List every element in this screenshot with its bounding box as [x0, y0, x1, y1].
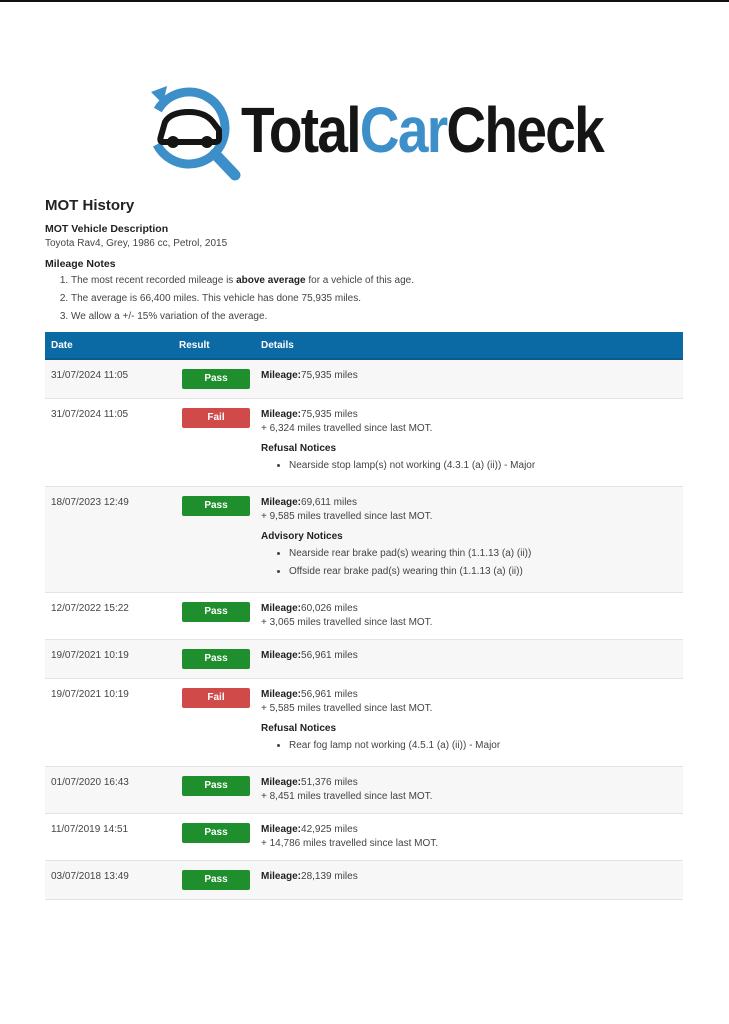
mileage-value: 75,935 miles: [301, 370, 358, 381]
table-row: [45, 487, 683, 593]
row-details: [255, 861, 683, 900]
mileage-value: 56,961 miles: [301, 650, 358, 661]
mot-history-table: [45, 332, 683, 900]
row-result-cell: [173, 861, 255, 900]
mileage-line: [261, 823, 683, 837]
mileage-line: [261, 496, 683, 510]
result-badge: Pass: [182, 870, 250, 890]
result-badge: Fail: [182, 408, 250, 428]
row-date: 12/07/2022 15:22: [51, 603, 129, 614]
notice-list: [261, 547, 683, 579]
table-row: [45, 640, 683, 679]
mileage-value: 51,376 miles: [301, 777, 358, 788]
notice-item: • Nearside stop lamp(s) not working (4.3.1 (a) (ii)) - Major: [289, 459, 683, 473]
result-badge: Pass: [182, 649, 250, 669]
row-result-cell: [173, 767, 255, 814]
travel-line: + 8,451 miles travelled since last MOT.: [261, 791, 433, 802]
row-details: [255, 640, 683, 679]
row-date: 31/07/2024 11:05: [51, 370, 129, 381]
travel-line: + 5,585 miles travelled since last MOT.: [261, 703, 433, 714]
mileage-line: [261, 870, 683, 884]
content: [45, 196, 683, 900]
table-row: [45, 861, 683, 900]
mileage-value: 69,611 miles: [301, 497, 357, 508]
logo-text-check: Check: [446, 94, 604, 166]
row-date: 03/07/2018 13:49: [51, 871, 129, 882]
table-body: [45, 359, 683, 900]
car-check-logo-icon: [145, 82, 245, 182]
table-row: [45, 814, 683, 861]
row-date: 01/07/2020 16:43: [51, 777, 129, 788]
result-badge: Pass: [182, 369, 250, 389]
logo-text: [241, 92, 603, 168]
table-header-row: [45, 332, 683, 359]
mileage-line: [261, 408, 683, 422]
mileage-note: 3. We allow a +/- 15% variation of the average.: [71, 310, 683, 324]
row-date: 31/07/2024 11:05: [51, 409, 129, 420]
mileage-value: 42,925 miles: [301, 824, 358, 835]
row-details: [255, 679, 683, 767]
logo-text-car: Car: [359, 94, 447, 166]
mileage-note: 2. The average is 66,400 miles. This vehicle has done 75,935 miles.: [71, 292, 683, 306]
mileage-line: [261, 369, 683, 383]
mileage-label: Mileage:: [261, 824, 302, 835]
table-row: [45, 399, 683, 487]
notice-heading: Advisory Notices: [261, 531, 343, 542]
row-details: [255, 767, 683, 814]
table-row: [45, 679, 683, 767]
vehicle-description-label: MOT Vehicle Description: [45, 223, 169, 235]
row-date: 11/07/2019 14:51: [51, 824, 129, 835]
row-date: 19/07/2021 10:19: [51, 650, 129, 661]
mileage-label: Mileage:: [261, 370, 302, 381]
mileage-label: Mileage:: [261, 689, 302, 700]
header-result: Result: [173, 332, 255, 359]
row-result-cell: [173, 593, 255, 640]
logo-text-total: Total: [241, 94, 360, 166]
top-rule: [0, 0, 729, 2]
vehicle-description: Toyota Rav4, Grey, 1986 cc, Petrol, 2015: [45, 238, 228, 249]
result-badge: Pass: [182, 823, 250, 843]
row-details: [255, 487, 683, 593]
row-result-cell: [173, 679, 255, 767]
mileage-value: 60,026 miles: [301, 603, 358, 614]
header-date: Date: [45, 332, 173, 359]
row-details: [255, 359, 683, 399]
row-result-cell: [173, 487, 255, 593]
row-result-cell: [173, 640, 255, 679]
mileage-label: Mileage:: [261, 871, 302, 882]
notice-heading: Refusal Notices: [261, 723, 337, 734]
row-details: [255, 814, 683, 861]
mileage-line: [261, 776, 683, 790]
notice-list: [261, 459, 683, 473]
result-badge: Pass: [182, 496, 250, 516]
notice-item: • Nearside rear brake pad(s) wearing thin (1.1.13 (a) (ii)): [289, 547, 683, 561]
mileage-label: Mileage:: [261, 603, 302, 614]
mileage-value: 75,935 miles: [301, 409, 358, 420]
row-result-cell: [173, 359, 255, 399]
mileage-line: [261, 602, 683, 616]
notice-item: • Offside rear brake pad(s) wearing thin (1.1.13 (a) (ii)): [289, 565, 683, 579]
table-row: [45, 767, 683, 814]
mileage-notes-list: [45, 274, 683, 324]
travel-line: + 3,065 miles travelled since last MOT.: [261, 617, 433, 628]
mileage-value: 28,139 miles: [301, 871, 358, 882]
row-date: 18/07/2023 12:49: [51, 497, 129, 508]
page-title: MOT History: [45, 197, 135, 214]
header-details: Details: [255, 332, 683, 359]
row-result-cell: [173, 399, 255, 487]
travel-line: + 14,786 miles travelled since last MOT.: [261, 838, 439, 849]
mileage-label: Mileage:: [261, 650, 302, 661]
table-row: [45, 593, 683, 640]
travel-line: + 9,585 miles travelled since last MOT.: [261, 511, 433, 522]
row-details: [255, 399, 683, 487]
row-date: 19/07/2021 10:19: [51, 689, 129, 700]
travel-line: + 6,324 miles travelled since last MOT.: [261, 423, 433, 434]
mileage-line: [261, 649, 683, 663]
mileage-label: Mileage:: [261, 497, 302, 508]
notice-heading: Refusal Notices: [261, 443, 337, 454]
row-details: [255, 593, 683, 640]
notice-item: • Rear fog lamp not working (4.5.1 (a) (ii)) - Major: [289, 739, 683, 753]
mileage-label: Mileage:: [261, 409, 302, 420]
row-result-cell: [173, 814, 255, 861]
mileage-value: 56,961 miles: [301, 689, 358, 700]
logo: [145, 82, 604, 182]
notice-list: [261, 739, 683, 753]
mileage-label: Mileage:: [261, 777, 302, 788]
mileage-line: [261, 688, 683, 702]
mileage-notes-label: Mileage Notes: [45, 258, 116, 270]
result-badge: Pass: [182, 776, 250, 796]
result-badge: Pass: [182, 602, 250, 622]
result-badge: Fail: [182, 688, 250, 708]
mileage-note: 1. The most recent recorded mileage is above average for a vehicle of this age.: [71, 274, 683, 288]
table-row: [45, 359, 683, 399]
